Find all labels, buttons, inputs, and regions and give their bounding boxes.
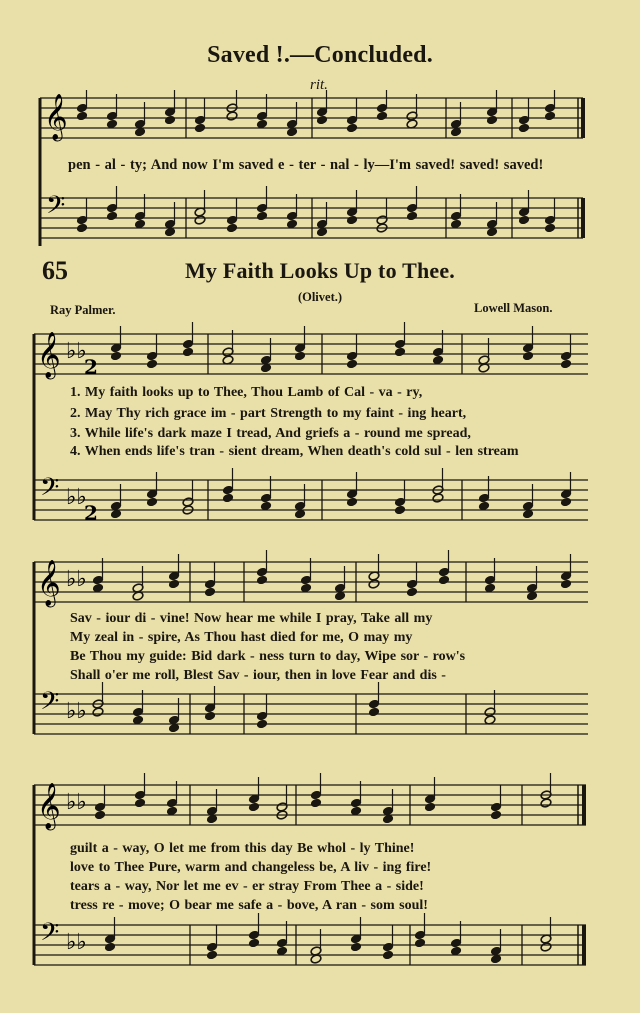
- key-signature-flats-icon: ♭♭: [66, 567, 87, 592]
- system3-treble-notes: [94, 773, 552, 824]
- treble-clef-icon: 𝄞: [37, 783, 61, 829]
- verse2-line2: My zeal in - spire, As Thou hast died for me, O may my: [70, 630, 413, 645]
- top-treble-notes: [76, 90, 556, 137]
- system3-treble-staff: [34, 785, 586, 825]
- time-signature-icon: 2: [84, 501, 98, 525]
- verse4-line1: 4. When ends life's tran - sient dream, When death's cold sul - len stream: [70, 444, 519, 459]
- system3-bass-staff: [34, 925, 586, 965]
- verse2-line1: 2. May Thy rich grace im - part Strength to my faint - ing heart,: [70, 406, 467, 421]
- verse1-line2: Sav - iour di - vine! Now hear me while I pray, Take all my: [70, 611, 433, 626]
- key-signature-flats-icon: ♭♭: [66, 930, 87, 955]
- key-signature-flats-icon: ♭♭: [66, 485, 87, 510]
- verse3-line2: Be Thou my guide: Bid dark - ness turn to day, Wipe sor - row's: [70, 649, 466, 664]
- continued-hymn-title: Saved !.—Concluded.: [207, 42, 433, 68]
- bass-clef-icon: 𝄢: [46, 191, 66, 226]
- tempo-marking: rit.: [310, 77, 328, 93]
- key-signature-flats-icon: ♭♭: [66, 339, 87, 364]
- time-signature-icon: 2: [84, 355, 98, 379]
- system1-treble-notes: [110, 322, 572, 373]
- verse3-line3: tears a - way, Nor let me ev - er stray From Thee a - side!: [70, 879, 424, 894]
- verse2-line3: love to Thee Pure, warm and changeless be, A liv - ing fire!: [70, 860, 432, 875]
- verse3-line1: 3. While life's dark maze I tread, And griefs a - round me spread,: [70, 426, 471, 441]
- bass-clef-icon: 𝄢: [40, 918, 60, 953]
- hymn-title: My Faith Looks Up to Thee.: [184, 258, 456, 283]
- treble-clef-icon: 𝄞: [37, 332, 61, 378]
- bass-clef-icon: 𝄢: [40, 687, 60, 722]
- system1-bass-notes: [110, 468, 572, 519]
- composer-credit: Lowell Mason.: [474, 301, 553, 315]
- key-signature-flats-icon: ♭♭: [66, 790, 87, 815]
- system3-bass-notes: [104, 913, 552, 964]
- top-music-system: [0, 90, 640, 280]
- verse4-line2: Shall o'er me roll, Blest Sav - iour, then in love Fear and dis -: [70, 668, 446, 683]
- verse1-line1: 1. My faith looks up to Thee, Thou Lamb of Cal - va - ry,: [70, 385, 423, 400]
- key-signature-flats-icon: ♭♭: [66, 699, 87, 724]
- verse1-line3: guilt a - way, O let me from this day Be whol - ly Thine!: [70, 841, 415, 856]
- tune-name: (Olivet.): [297, 290, 343, 304]
- system2-bass-notes: [92, 682, 496, 733]
- music-system-3: [0, 773, 640, 983]
- treble-clef-icon: 𝄞: [37, 560, 61, 606]
- system2-treble-notes: [92, 550, 572, 601]
- treble-clef-icon: 𝄞: [44, 94, 68, 140]
- bass-clef-icon: 𝄢: [40, 473, 60, 508]
- hymn-number: 65: [42, 256, 68, 285]
- top-lyric-line: pen - al - ty; And now I'm saved e - ter - nal - ly—I'm saved! saved! saved!: [68, 157, 544, 173]
- top-bass-notes: [76, 186, 556, 237]
- author-credit: Ray Palmer.: [50, 303, 116, 317]
- verse4-line3: tress re - move; O bear me safe a - bove, A ran - som soul!: [70, 898, 428, 913]
- system2-bass-staff: [34, 694, 588, 734]
